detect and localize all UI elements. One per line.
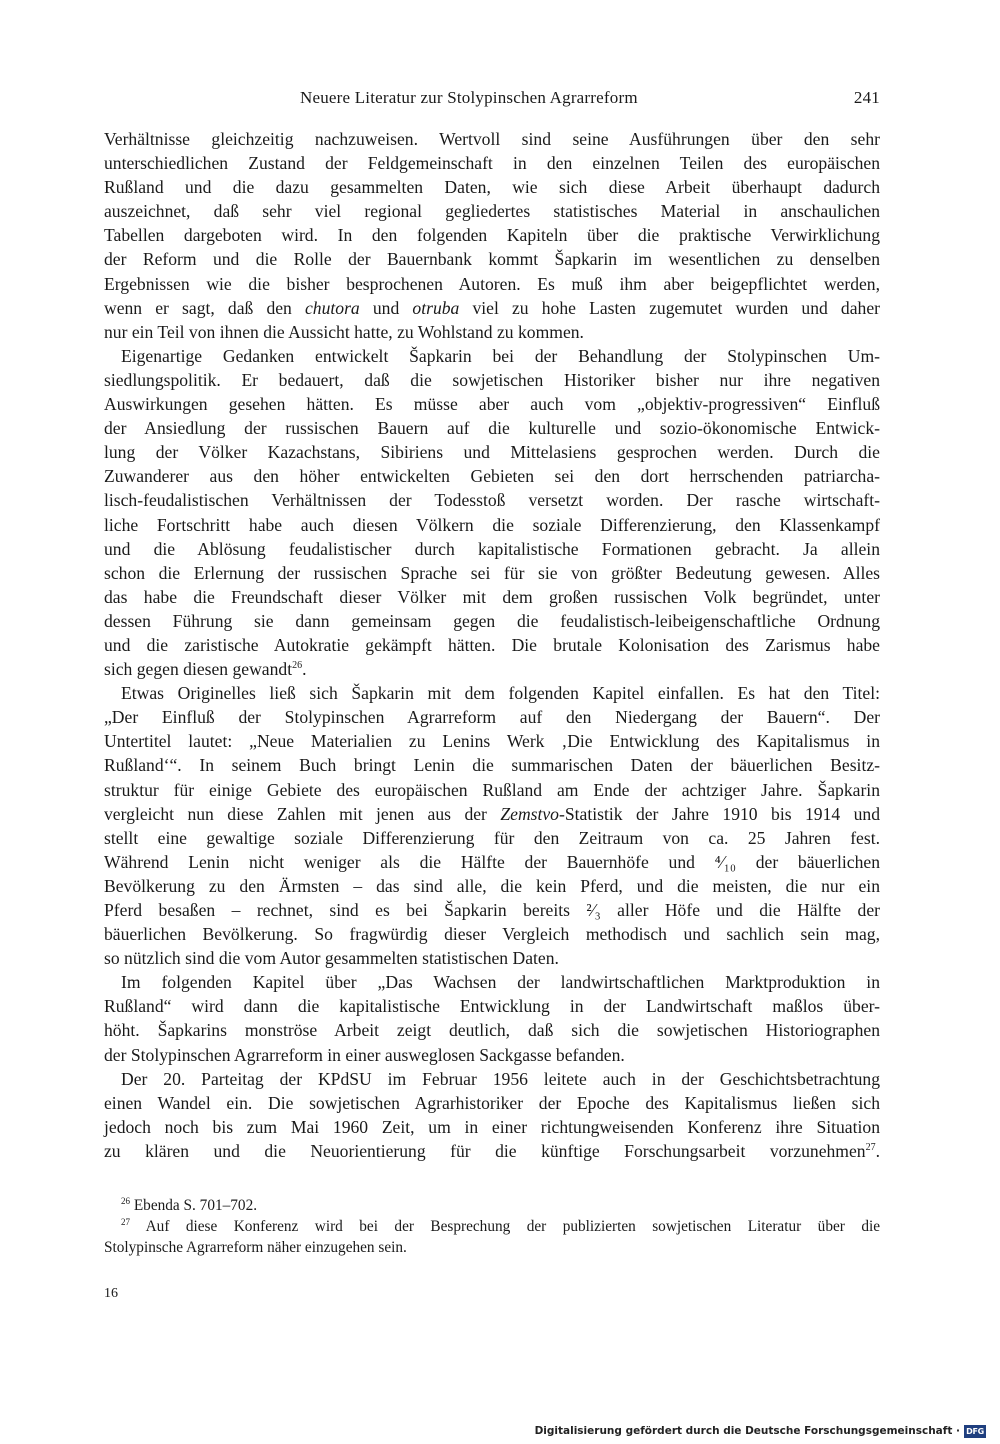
text-line: Pferd besaßen – rechnet, sind es bei Šapkarin bereits ²⁄₃ aller Höfe und die Hälfte der	[104, 900, 880, 920]
text-line: Zuwanderer aus den höher entwickelten Gebieten sei den dort herrschenden patriarcha-	[104, 466, 880, 487]
text-line: bäuerlichen Bevölkerung. So fragwürdig dieser Vergleich methodisch und sachlich sein mag,	[104, 924, 880, 945]
footnote-27-continued: Stolypinsche Agrarreform näher einzugehen sein.	[104, 1239, 407, 1256]
text-line: Ergebnissen wie die bisher besprochenen Autoren. Es muß ihm aber beigepflichtet werden,	[104, 273, 880, 294]
italic-term: chutora	[305, 297, 360, 318]
text-line: siedlungspolitik. Er bedauert, daß die sowjetischen Historiker bisher nur ihre negativen	[104, 369, 880, 390]
text-line: jedoch noch bis zum Mai 1960 Zeit, um in einer richtungweisenden Konferenz ihre Situation	[104, 1116, 880, 1137]
body-text	[104, 127, 880, 1163]
funding-text: Digitalisierung gefördert durch die Deutsche Forschungsgemeinschaft ·	[534, 1425, 960, 1437]
paragraph	[104, 1067, 880, 1163]
text-line: Tabellen dargeboten wird. In den folgenden Kapiteln über die praktische Verwirklichung	[104, 225, 880, 246]
text-line: struktur für einige Gebiete des europäischen Rußland am Ende der achtziger Jahre. Šapkarin	[104, 779, 880, 800]
text-line: Rußland und die dazu gesammelten Daten, wie sich diese Arbeit überhaupt dadurch	[104, 177, 880, 198]
footnote-ref[interactable]: 27	[865, 1141, 876, 1153]
text-line: der Stolypinschen Agrarreform in einer ausweglosen Sackgasse befanden.	[104, 1044, 625, 1065]
paragraph	[104, 681, 880, 970]
text-line: liche Fortschritt habe auch diesen Völkern die soziale Differenzierung, den Klassenkampf	[104, 514, 880, 535]
text-line: auszeichnet, daß sehr viel regional gegliedertes statistisches Material in anschaulichen	[104, 201, 880, 222]
dfg-logo-icon: DFG	[964, 1425, 986, 1438]
text-line: und die Ablösung feudalistischer durch kapitalistische Formationen gebracht. Ja allein	[104, 538, 880, 559]
text-line: dessen Führung sie dann gemeinsam gegen die feudalistisch-leibeigenschaftliche Ordnung	[104, 610, 880, 631]
text-line: Während Lenin nicht weniger als die Hälfte der Bauernhöfe und ⁴⁄₁₀ der bäuerlichen	[104, 851, 880, 872]
footnote-number: 26	[121, 1196, 130, 1206]
text-line: Etwas Originelles ließ sich Šapkarin mit dem folgenden Kapitel einfallen. Es hat den Titel:	[121, 683, 880, 704]
text-line: das habe die Freundschaft dieser Völker mit dem großen russischen Volk begründet, unter	[104, 586, 880, 607]
text-line: so nützlich sind die vom Autor gesammelten statistischen Daten.	[104, 948, 559, 969]
paragraph	[104, 127, 880, 344]
running-title: Neuere Literatur zur Stolypinschen Agrarreform	[300, 88, 638, 107]
footnotes	[104, 1195, 880, 1258]
text-line: Eigenartige Gedanken entwickelt Šapkarin bei der Behandlung der Stolypinschen Um-	[121, 345, 880, 366]
text-line: Im folgenden Kapitel über „Das Wachsen der landwirtschaftlichen Marktproduktion in	[121, 972, 880, 993]
text-line: „Der Einfluß der Stolypinschen Agrarreform auf den Niedergang der Bauern“. Der	[104, 707, 880, 728]
text-line: lung der Völker Kazachstans, Sibiriens und Mittelasiens gesprochen werden. Durch die	[104, 442, 880, 463]
funding-banner	[535, 1422, 986, 1440]
text-line: Verhältnisse gleichzeitig nachzuweisen. Wertvoll sind seine Ausführungen über den sehr	[104, 129, 880, 149]
footnote-number: 27	[121, 1217, 130, 1227]
text-line: Rußland“ wird dann die kapitalistische Entwicklung in der Landwirtschaft maßlos über-	[104, 996, 880, 1017]
text-line: der Ansiedlung der russischen Bauern auf die kulturelle und sozio-ökonomische Entwick-	[104, 418, 880, 439]
text-line: zu klären und die Neuorientierung für die künftige Forschungsarbeit vorzunehmen$^{27}$.	[104, 1140, 880, 1161]
text-line: schon die Erlernung der russischen Sprache sei für sie von größter Bedeutung gewesen. Alles	[104, 562, 880, 583]
text-line: wenn er sagt, daß den chutora und otruba viel zu hohe Lasten zugemutet wurden und daher	[104, 297, 881, 318]
italic-term: otruba	[412, 297, 460, 318]
paragraph	[104, 344, 880, 681]
sheet-number: 16	[104, 1286, 118, 1301]
footnote-27: $^{27}$ Auf diese Konferenz wird bei der Besprechung der publizierten sowjetischen Literatur über die	[121, 1217, 881, 1235]
page-number: 241	[853, 88, 880, 107]
text-line: stellt eine gewaltige soziale Differenzierung für den Zeitraum von ca. 25 Jahren fest.	[104, 827, 880, 848]
text-line: sich gegen diesen gewandt$^{26}$.	[104, 659, 307, 680]
text-line: Rußland‘“. In seinem Buch bringt Lenin die summarischen Daten der bäuerlichen Besitz-	[104, 755, 880, 776]
footnote-ref[interactable]: 26	[292, 660, 303, 672]
text-line: nur ein Teil von ihnen die Aussicht hatte, zu Wohlstand zu kommen.	[104, 321, 584, 342]
text-line: vergleicht nun diese Zahlen mit jenen aus der Zemstvo-Statistik der Jahre 1910 bis 1914 und	[104, 803, 880, 824]
text-line: der Reform und die Rolle der Bauernbank kommt Šapkarin im wesentlichen zu denselben	[104, 249, 880, 270]
text-line: Der 20. Parteitag der KPdSU im Februar 1956 leitete auch in der Geschichtsbetrachtung	[121, 1068, 880, 1089]
italic-term: Zemstvo	[500, 803, 559, 824]
footnote-26: $^{26}$ Ebenda S. 701–702.	[121, 1196, 258, 1214]
text-line: Bevölkerung zu den Ärmsten – das sind alle, die kein Pferd, und die meisten, die nur ein	[104, 875, 880, 896]
running-head	[104, 88, 880, 114]
paragraph	[104, 970, 880, 1066]
text-line: Auswirkungen gesehen hätten. Es müsse aber auch vom „objektiv-progressiven“ Einfluß	[104, 394, 880, 415]
text-line: einen Wandel ein. Die sowjetischen Agrarhistoriker der Epoche des Kapitalismus ließen sich	[104, 1092, 880, 1113]
text-line: und die zaristische Autokratie gekämpft hätten. Die brutale Kolonisation des Zarismus habe	[104, 634, 880, 655]
text-line: höht. Šapkarins monströse Arbeit zeigt deutlich, daß sich die sowjetischen Historiographen	[104, 1020, 880, 1041]
text-line: Untertitel lautet: „Neue Materialien zu Lenins Werk ‚Die Entwicklung des Kapitalismus in	[104, 731, 880, 752]
text-line: lisch-feudalistischen Verhältnissen der Todesstoß versetzt worden. Der rasche wirtschaft-	[104, 490, 880, 511]
text-line: unterschiedlichen Zustand der Feldgemeinschaft in den einzelnen Teilen des europäischen	[104, 153, 880, 174]
